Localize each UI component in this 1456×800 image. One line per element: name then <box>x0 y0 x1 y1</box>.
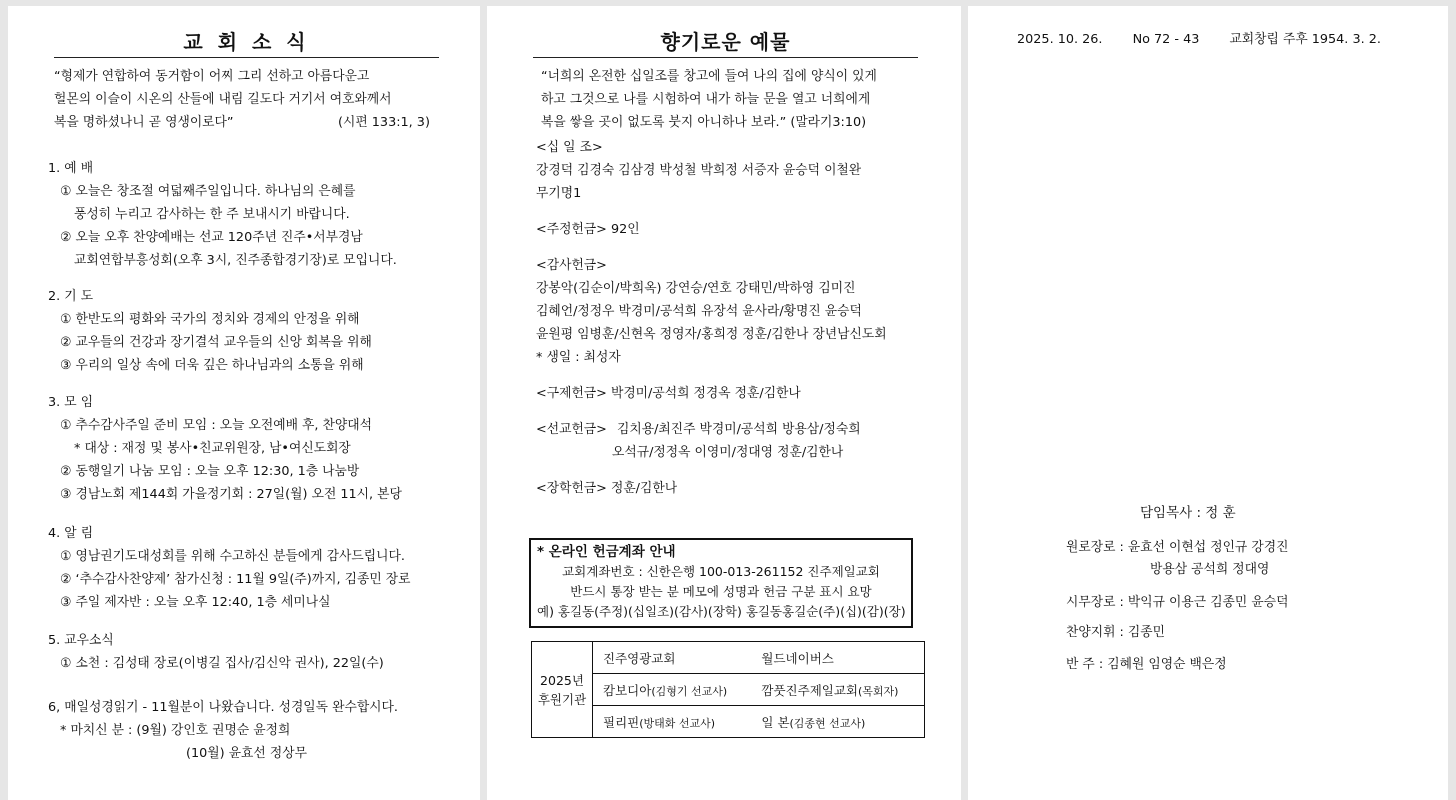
offering-lists: <십 일 조> 강경덕 김경숙 김삼경 박성철 박희정 서증자 윤승덕 이철완 무기명1 <주정헌금> 92인 <감사헌금> 강봉악(김순이/박희옥) 강연승/연호 강태민/박하영 김미진 김혜언/정정우 박경미/공석희 유장석 윤사라/황명진 윤승덕 윤원평 임병훈/신현옥 정영자/홍희정 정훈/김한나 장년남신도회 * 생일 : 최성자 <구제헌금> 박경미/공석희 정경옥 정훈/김한나 <선교헌금> 김치용/최진주 박경미/공석희 방용삼/정숙희 오석규/정정옥 이영미/정대영 정훈/김한나 <장학헌금> 정훈/김한나 <box>536 136 887 500</box>
offerings-title: 향기로운 예물 <box>533 26 918 58</box>
church-info-panel <box>968 6 1448 800</box>
bulletin-header <box>1017 28 1381 47</box>
online-offering-box: * 온라인 헌금계좌 안내 교회계좌번호 : 신한은행 100-013-261152 진주제일교회 반드시 통장 받는 분 메모에 성명과 헌금 구분 표시 요망 예) 홍길동(주정)(십일조)(감사)(장학) 홍길동홍길순(주)(십)(감)(장) <box>529 538 913 628</box>
prayer-section: 2. 기 도 ① 한반도의 평화와 국가의 정치와 경제의 안정을 위해 ② 교우들의 건강과 장기결석 교우들의 신앙 회복을 위해 ③ 우리의 일상 속에 더욱 깊은 하나님과의 소통을 위해 <box>48 285 372 377</box>
active-elders: 시무장로 : 박익규 이용근 김종민 윤승덕 <box>1066 595 1289 610</box>
senior-pastor: 담임목사 : 정 훈 <box>1140 505 1236 521</box>
sponsor-cell: 캄보디아(김형기 선교사) <box>593 674 752 706</box>
offering-verse: “너희의 온전한 십일조를 창고에 들여 나의 집에 양식이 있게 하고 그것으로 나를 시험하여 내가 하늘 문을 열고 너희에게 복을 쌓을 곳이 없도록 붓지 아니하나 보라.” (말라기3:10) <box>541 69 877 130</box>
church-news-panel <box>8 6 480 800</box>
sponsor-cell: 일 본(김종현 선교사) <box>751 706 924 738</box>
tithe-label: <십 일 조> <box>536 140 603 155</box>
member-news-section: 5. 교우소식 ① 소천 : 김성태 장로(이병길 집사/김신악 권사), 22일(수) <box>48 629 384 675</box>
thanks-label: <감사헌금> <box>536 258 607 273</box>
emeritus-elders: 원로장로 : 윤효선 이현섭 정인규 강경진 방용삼 공석희 정대영 <box>1066 540 1289 577</box>
accompanists: 반 주 : 김혜원 임영순 백은정 <box>1066 657 1227 672</box>
church-founded: 교회창립 주후 1954. 3. 2. <box>1229 32 1381 47</box>
scripture-verse: “형제가 연합하여 동거함이 어찌 그리 선하고 아름다운고 헐몬의 이슬이 시온의 산들에 내림 길도다 거기서 여호와께서 복을 명하셨나니 곧 영생이로다” <box>54 69 392 130</box>
sponsor-cell: 깜풋진주제일교회(목회자) <box>751 674 924 706</box>
weekly-offering: <주정헌금> 92인 <box>536 222 640 237</box>
notice-section: 4. 알 림 ① 영남권기도대성회를 위해 수고하신 분들에게 감사드립니다. ② ‘추수감사찬양제’ 참가신청 : 11월 9일(주)까지, 김종민 장로 ③ 주일 제자반 : 오늘 오후 12:40, 1층 세미나실 <box>48 522 410 614</box>
church-news-title: 교 회 소 식 <box>54 26 439 58</box>
sponsor-year: 2025년 후원기관 <box>532 642 593 738</box>
scholarship-offering: <장학헌금> 정훈/김한나 <box>536 481 678 496</box>
section-heading: 3. 모 임 <box>48 395 94 410</box>
sponsor-cell: 월드네이버스 <box>751 642 924 674</box>
offerings-panel <box>487 6 961 800</box>
sponsor-cell: 필리핀(방태화 선교사) <box>593 706 752 738</box>
meeting-section: 3. 모 임 ① 추수감사주일 준비 모임 : 오늘 오전예배 후, 찬양대석 * 대상 : 재정 및 봉사•친교위원장, 남•여신도회장 ② 동행일기 나눔 모임 : 오늘 오후 12:30, 1층 나눔방 ③ 경남노회 제144회 가을정기회 : 27일(월) 오전 11시, 본당 <box>48 391 402 506</box>
mission-label: <선교헌금> <box>536 422 607 437</box>
relief-offering: <구제헌금> 박경미/공석희 정경옥 정훈/김한나 <box>536 386 801 401</box>
section-heading: 6, 매일성경읽기 - 11월분이 나왔습니다. 성경일독 완수합시다. <box>48 700 398 715</box>
verse-reference: (시편 133:1, 3) <box>338 115 430 130</box>
worship-section: 1. 예 배 ① 오늘은 창조절 여덟째주일입니다. 하나님의 은혜를 풍성히 누리고 감사하는 한 주 보내시기 바랍니다. ② 오늘 오후 찬양예배는 선교 120주년 진주•서부경남 교회연합부흥성회(오후 3시, 진주종합경기장)로 모입니다. <box>48 157 397 272</box>
section-heading: 2. 기 도 <box>48 289 94 304</box>
choir-director: 찬양지휘 : 김종민 <box>1066 625 1165 640</box>
bulletin-issue: No 72 - 43 <box>1132 32 1200 47</box>
sponsor-cell: 진주영광교회 <box>593 642 752 674</box>
section-heading: 4. 알 림 <box>48 526 94 541</box>
bulletin-date: 2025. 10. 26. <box>1017 32 1103 47</box>
sponsor-table <box>531 641 925 738</box>
section-heading: 5. 교우소식 <box>48 633 114 648</box>
bible-reading-section: 6, 매일성경읽기 - 11월분이 나왔습니다. 성경일독 완수합시다. * 마치신 분 : (9월) 강인호 권명순 윤정희 (10월) 윤효선 정상무 <box>48 696 398 765</box>
section-heading: 1. 예 배 <box>48 161 94 176</box>
